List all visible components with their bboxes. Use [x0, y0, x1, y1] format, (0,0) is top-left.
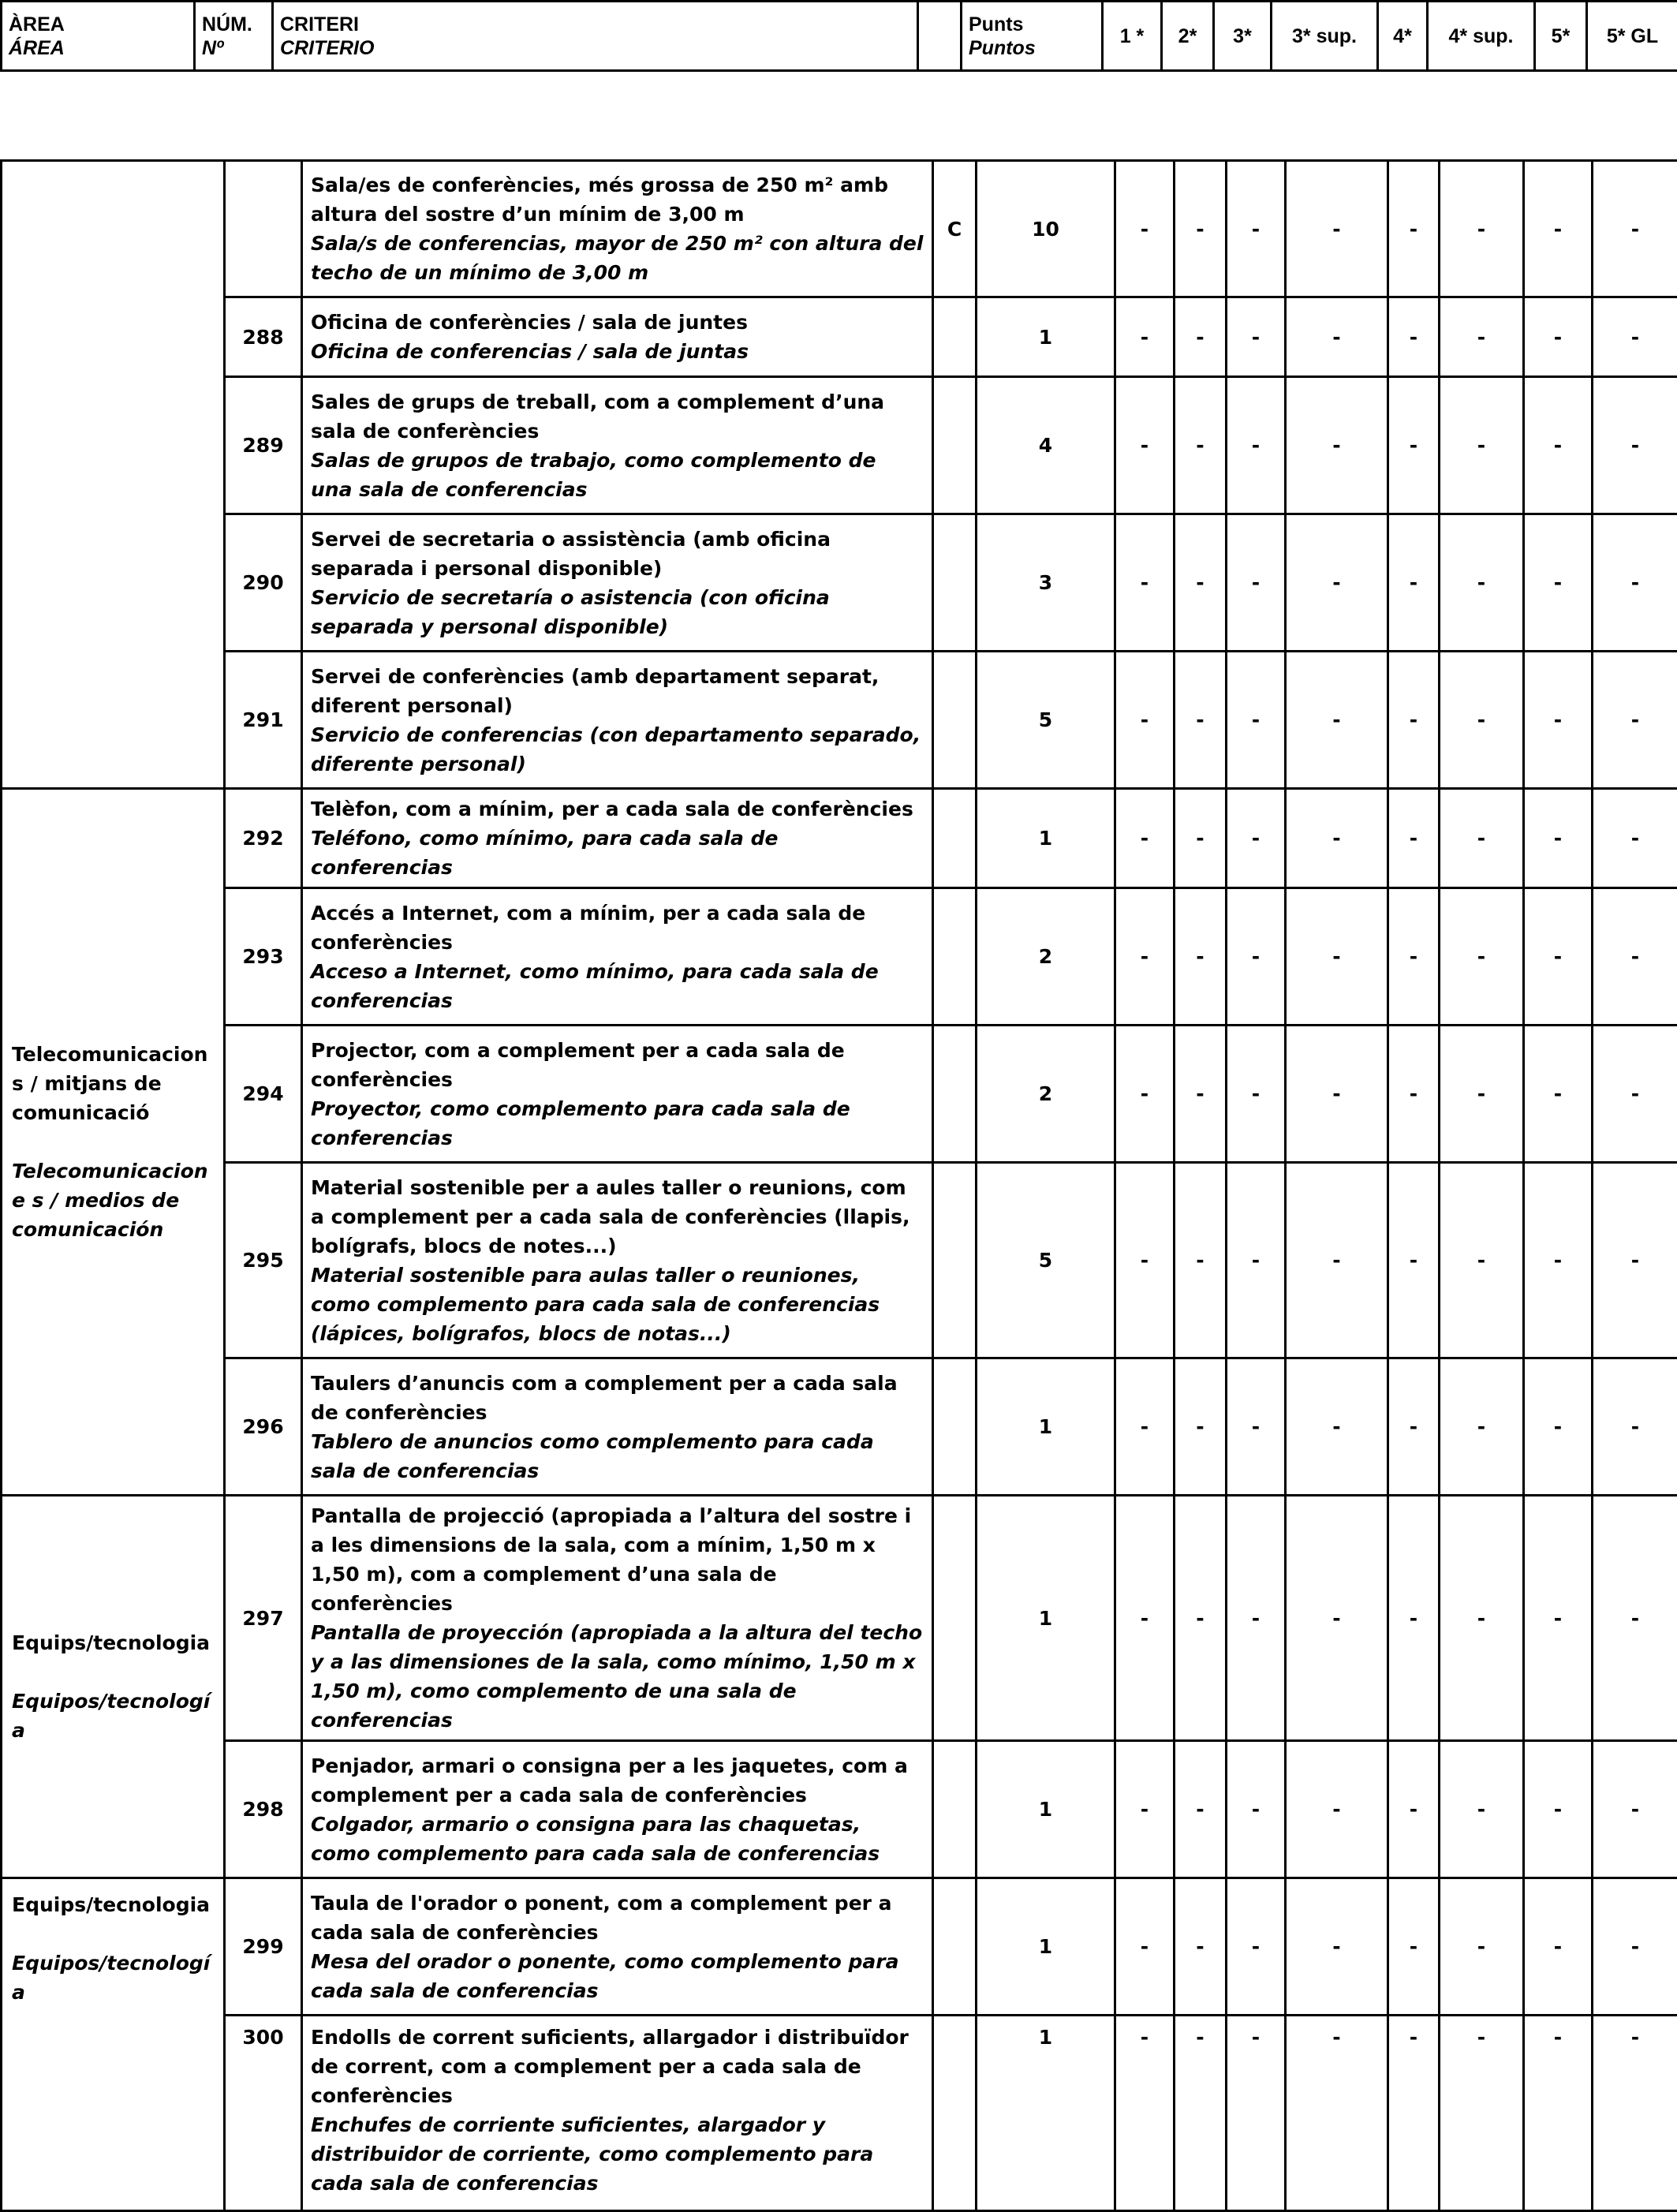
header-area [2, 2, 195, 71]
category-mark: - [1593, 297, 1677, 377]
criterion-es: Tablero de anuncios como complemento para cada sala de conferencias [311, 1427, 924, 1485]
category-mark: - [1175, 1496, 1227, 1741]
category-mark: - [1115, 652, 1175, 789]
row-points: 2 [977, 888, 1115, 1026]
criterion-cell [302, 1741, 933, 1878]
row-number: 292 [225, 789, 302, 888]
header-num [195, 2, 273, 71]
category-mark: - [1524, 789, 1593, 888]
criterion-es: Oficina de conferencias / sala de juntas [311, 337, 924, 366]
category-mark: - [1115, 1878, 1175, 2016]
header-category: 5* [1535, 2, 1587, 71]
criterion-es: Proyector, como complemento para cada sala de conferencias [311, 1094, 924, 1153]
row-number: 288 [225, 297, 302, 377]
header-criteri-es: CRITERIO [280, 36, 910, 60]
criterion-es: Servicio de conferencias (con departamento separado, diferente personal) [311, 720, 924, 779]
area-equips-es: Equipos/tecnología [12, 1687, 214, 1745]
criterion-ca: Telèfon, com a mínim, per a cada sala de conferències [311, 794, 924, 824]
table-row [2, 2016, 1677, 2211]
category-mark: - [1286, 652, 1388, 789]
row-number: 289 [225, 377, 302, 514]
category-mark: - [1440, 1358, 1524, 1496]
criterion-es: Colgador, armario o consigna para las chaquetas, como complemento para cada sala de conferencias [311, 1810, 924, 1868]
category-mark: - [1227, 2016, 1286, 2211]
header-criteri [273, 2, 918, 71]
header-num-es: Nº [202, 36, 265, 60]
category-mark: - [1388, 1026, 1440, 1163]
area-telecom-ca: Telecomunicacions / mitjans de comunicació [12, 1040, 214, 1127]
category-mark: - [1227, 377, 1286, 514]
category-mark: - [1388, 514, 1440, 652]
category-mark: - [1524, 297, 1593, 377]
criterion-ca: Accés a Internet, com a mínim, per a cada sala de conferències [311, 899, 924, 957]
header-code-blank [918, 2, 962, 71]
row-points: 1 [977, 789, 1115, 888]
row-number: 290 [225, 514, 302, 652]
criterion-cell [302, 297, 933, 377]
row-code [933, 2016, 977, 2211]
category-mark: - [1175, 789, 1227, 888]
area-cell-equips [2, 1496, 225, 1878]
row-number: 300 [225, 2016, 302, 2211]
criterion-ca: Taulers d’anuncis com a complement per a cada sala de conferències [311, 1369, 924, 1427]
row-number: 296 [225, 1358, 302, 1496]
category-mark: - [1286, 888, 1388, 1026]
criterion-es: Enchufes de corriente suficientes, alargador y distribuidor de corriente, como complemento para cada sala de conferencias [311, 2110, 924, 2198]
category-mark: - [1593, 1741, 1677, 1878]
criteria-table [0, 159, 1677, 2212]
category-mark: - [1227, 514, 1286, 652]
criterion-ca: Material sostenible per a aules taller o reunions, com a complement per a cada sala de conferències (llapis, bolígrafs, blocs de notes...) [311, 1173, 924, 1261]
category-mark: - [1227, 1878, 1286, 2016]
criterion-es: Mesa del orador o ponente, como complemento para cada sala de conferencias [311, 1947, 924, 2005]
category-mark: - [1388, 888, 1440, 1026]
header-criteri-ca: CRITERI [280, 13, 359, 35]
row-number: 293 [225, 888, 302, 1026]
category-mark: - [1593, 652, 1677, 789]
table-row [2, 1026, 1677, 1163]
criterion-ca: Pantalla de projecció (apropiada a l’altura del sostre i a les dimensions de la sala, com a mínim, 1,50 m x 1,50 m), com a complement d’una sala de conferències [311, 1501, 924, 1618]
category-mark: - [1524, 2016, 1593, 2211]
area-cell-telecom [2, 789, 225, 1496]
category-mark: - [1175, 1163, 1227, 1358]
category-mark: - [1524, 888, 1593, 1026]
criterion-cell [302, 888, 933, 1026]
category-mark: - [1227, 1358, 1286, 1496]
category-mark: - [1115, 161, 1175, 297]
category-mark: - [1227, 1026, 1286, 1163]
category-mark: - [1524, 1358, 1593, 1496]
category-mark: - [1524, 1878, 1593, 2016]
header-category: 3* sup. [1272, 2, 1378, 71]
category-mark: - [1115, 1358, 1175, 1496]
category-mark: - [1440, 1026, 1524, 1163]
criterion-cell [302, 2016, 933, 2211]
category-mark: - [1115, 1163, 1175, 1358]
category-mark: - [1593, 1026, 1677, 1163]
category-mark: - [1440, 2016, 1524, 2211]
criterion-es: Acceso a Internet, como mínimo, para cada sala de conferencias [311, 957, 924, 1015]
category-mark: - [1388, 789, 1440, 888]
header-category: 3* [1214, 2, 1272, 71]
row-code [933, 514, 977, 652]
criterion-es: Teléfono, como mínimo, para cada sala de conferencias [311, 824, 924, 882]
row-number: 298 [225, 1741, 302, 1878]
criterion-ca: Projector, com a complement per a cada sala de conferències [311, 1036, 924, 1094]
header-num-ca: NÚM. [202, 13, 252, 35]
category-mark: - [1286, 1878, 1388, 2016]
row-points: 4 [977, 377, 1115, 514]
category-mark: - [1388, 297, 1440, 377]
table-row [2, 1496, 1677, 1741]
category-mark: - [1524, 652, 1593, 789]
row-number: 291 [225, 652, 302, 789]
table-row [2, 888, 1677, 1026]
category-mark: - [1286, 377, 1388, 514]
category-mark: - [1388, 652, 1440, 789]
category-mark: - [1524, 1026, 1593, 1163]
row-points: 3 [977, 514, 1115, 652]
category-mark: - [1175, 888, 1227, 1026]
category-mark: - [1227, 1741, 1286, 1878]
criterion-cell [302, 789, 933, 888]
area-spacer [12, 1657, 214, 1687]
row-points: 1 [977, 297, 1115, 377]
category-mark: - [1175, 161, 1227, 297]
category-mark: - [1286, 297, 1388, 377]
row-points: 1 [977, 2016, 1115, 2211]
category-mark: - [1440, 377, 1524, 514]
category-mark: - [1115, 2016, 1175, 2211]
table-row [2, 1741, 1677, 1878]
category-mark: - [1286, 789, 1388, 888]
header-category: 4* sup. [1428, 2, 1535, 71]
category-mark: - [1227, 888, 1286, 1026]
row-points: 1 [977, 1878, 1115, 2016]
category-mark: - [1115, 888, 1175, 1026]
row-points: 5 [977, 1163, 1115, 1358]
category-mark: - [1440, 1741, 1524, 1878]
row-code [933, 789, 977, 888]
header-area-es: ÁREA [9, 36, 187, 60]
category-mark: - [1593, 514, 1677, 652]
category-mark: - [1440, 1878, 1524, 2016]
row-code [933, 377, 977, 514]
category-mark: - [1227, 297, 1286, 377]
row-points: 2 [977, 1026, 1115, 1163]
header-table [0, 0, 1677, 72]
category-mark: - [1115, 1496, 1175, 1741]
category-mark: - [1593, 888, 1677, 1026]
category-mark: - [1388, 1878, 1440, 2016]
row-points: 1 [977, 1496, 1115, 1741]
category-mark: - [1593, 789, 1677, 888]
category-mark: - [1175, 2016, 1227, 2211]
category-mark: - [1593, 1163, 1677, 1358]
criterion-ca: Servei de conferències (amb departament separat, diferent personal) [311, 662, 924, 720]
row-number [225, 161, 302, 297]
row-number: 295 [225, 1163, 302, 1358]
category-mark: - [1388, 1496, 1440, 1741]
area-cell-equips [2, 1878, 225, 2211]
category-mark: - [1440, 789, 1524, 888]
area-spacer [12, 1919, 214, 1949]
criterion-es: Servicio de secretaría o asistencia (con oficina separada y personal disponible) [311, 583, 924, 641]
row-code [933, 1496, 977, 1741]
category-mark: - [1524, 514, 1593, 652]
row-points: 10 [977, 161, 1115, 297]
area-equips-ca: Equips/tecnologia [12, 1890, 214, 1919]
header-punts [962, 2, 1103, 71]
criterion-cell [302, 1496, 933, 1741]
header-punts-es: Puntos [969, 36, 1095, 60]
category-mark: - [1175, 1026, 1227, 1163]
category-mark: - [1175, 297, 1227, 377]
category-mark: - [1440, 888, 1524, 1026]
table-row [2, 161, 1677, 297]
category-mark: - [1593, 377, 1677, 514]
header-category: 2* [1162, 2, 1214, 71]
category-mark: - [1593, 1496, 1677, 1741]
criterion-es: Material sostenible para aulas taller o reuniones, como complemento para cada sala de conferencias (lápices, bolígrafos, blocs de notas...) [311, 1261, 924, 1348]
criterion-ca: Taula de l'orador o ponent, com a complement per a cada sala de conferències [311, 1889, 924, 1947]
row-code [933, 1878, 977, 2016]
header-category: 1 * [1103, 2, 1162, 71]
criterion-es: Sala/s de conferencias, mayor de 250 m² con altura del techo de un mínimo de 3,00 m [311, 229, 924, 287]
category-mark: - [1286, 1163, 1388, 1358]
category-mark: - [1175, 652, 1227, 789]
category-mark: - [1440, 1496, 1524, 1741]
category-mark: - [1227, 652, 1286, 789]
table-row [2, 1878, 1677, 2016]
category-mark: - [1388, 2016, 1440, 2211]
criterion-ca: Sala/es de conferències, més grossa de 250 m² amb altura del sostre d’un mínim de 3,00 m [311, 170, 924, 229]
category-mark: - [1115, 1741, 1175, 1878]
row-code [933, 1741, 977, 1878]
category-mark: - [1115, 297, 1175, 377]
category-mark: - [1227, 1496, 1286, 1741]
category-mark: - [1286, 1358, 1388, 1496]
category-mark: - [1440, 297, 1524, 377]
criterion-ca: Sales de grups de treball, com a complement d’una sala de conferències [311, 387, 924, 446]
criterion-cell [302, 1878, 933, 2016]
category-mark: - [1286, 1741, 1388, 1878]
category-mark: - [1175, 377, 1227, 514]
area-equips-es: Equipos/tecnología [12, 1949, 214, 2007]
criterion-cell [302, 1026, 933, 1163]
criterion-cell [302, 377, 933, 514]
row-code [933, 1026, 977, 1163]
category-mark: - [1440, 1163, 1524, 1358]
row-code [933, 652, 977, 789]
category-mark: - [1388, 1358, 1440, 1496]
category-mark: - [1227, 161, 1286, 297]
criterion-es: Salas de grupos de trabajo, como complemento de una sala de conferencias [311, 446, 924, 504]
category-mark: - [1227, 1163, 1286, 1358]
header-category: 4* [1378, 2, 1428, 71]
category-mark: - [1115, 1026, 1175, 1163]
category-mark: - [1593, 1878, 1677, 2016]
area-equips-ca: Equips/tecnologia [12, 1628, 214, 1657]
category-mark: - [1286, 1026, 1388, 1163]
row-points: 1 [977, 1358, 1115, 1496]
category-mark: - [1524, 161, 1593, 297]
row-code [933, 297, 977, 377]
category-mark: - [1440, 514, 1524, 652]
table-row [2, 1358, 1677, 1496]
table-row [2, 652, 1677, 789]
row-code [933, 888, 977, 1026]
header-area-ca: ÀREA [9, 13, 65, 35]
category-mark: - [1175, 514, 1227, 652]
category-mark: - [1286, 514, 1388, 652]
criterion-ca: Endolls de corrent suficients, allargador i distribuïdor de corrent, com a complement per a cada sala de conferències [311, 2023, 924, 2110]
criterion-ca: Penjador, armari o consigna per a les jaquetes, com a complement per a cada sala de conferències [311, 1751, 924, 1810]
table-row [2, 789, 1677, 888]
area-cell-blank [2, 161, 225, 789]
category-mark: - [1115, 514, 1175, 652]
category-mark: - [1524, 377, 1593, 514]
criterion-cell [302, 514, 933, 652]
category-mark: - [1175, 1878, 1227, 2016]
row-code: C [933, 161, 977, 297]
row-code [933, 1358, 977, 1496]
criterion-ca: Servei de secretaria o assistència (amb oficina separada i personal disponible) [311, 525, 924, 583]
row-points: 5 [977, 652, 1115, 789]
criterion-es: Pantalla de proyección (apropiada a la altura del techo y a las dimensiones de la sala, como mínimo, 1,50 m x 1,50 m), como complemento de una sala de conferencias [311, 1618, 924, 1735]
category-mark: - [1388, 1741, 1440, 1878]
category-mark: - [1593, 2016, 1677, 2211]
table-row [2, 297, 1677, 377]
row-code [933, 1163, 977, 1358]
criterion-cell [302, 1358, 933, 1496]
criterion-cell [302, 1163, 933, 1358]
category-mark: - [1286, 161, 1388, 297]
category-mark: - [1286, 1496, 1388, 1741]
category-mark: - [1388, 161, 1440, 297]
category-mark: - [1115, 377, 1175, 514]
category-mark: - [1440, 652, 1524, 789]
row-number: 294 [225, 1026, 302, 1163]
criterion-ca: Oficina de conferències / sala de juntes [311, 308, 924, 337]
category-mark: - [1524, 1496, 1593, 1741]
category-mark: - [1175, 1741, 1227, 1878]
header-punts-ca: Punts [969, 13, 1023, 35]
category-mark: - [1524, 1741, 1593, 1878]
area-spacer [12, 1127, 214, 1156]
criterion-cell [302, 652, 933, 789]
row-points: 1 [977, 1741, 1115, 1878]
category-mark: - [1524, 1163, 1593, 1358]
category-mark: - [1440, 161, 1524, 297]
category-mark: - [1227, 789, 1286, 888]
category-mark: - [1388, 1163, 1440, 1358]
area-telecom-es: Telecomunicacione s / medios de comunicación [12, 1156, 214, 1244]
table-row [2, 377, 1677, 514]
row-number: 299 [225, 1878, 302, 2016]
category-mark: - [1175, 1358, 1227, 1496]
table-row [2, 1163, 1677, 1358]
header-row [2, 2, 1677, 71]
category-mark: - [1593, 1358, 1677, 1496]
category-mark: - [1388, 377, 1440, 514]
category-mark: - [1286, 2016, 1388, 2211]
category-mark: - [1115, 789, 1175, 888]
row-number: 297 [225, 1496, 302, 1741]
table-row [2, 514, 1677, 652]
criterion-cell [302, 161, 933, 297]
header-category: 5* GL [1587, 2, 1677, 71]
category-mark: - [1593, 161, 1677, 297]
